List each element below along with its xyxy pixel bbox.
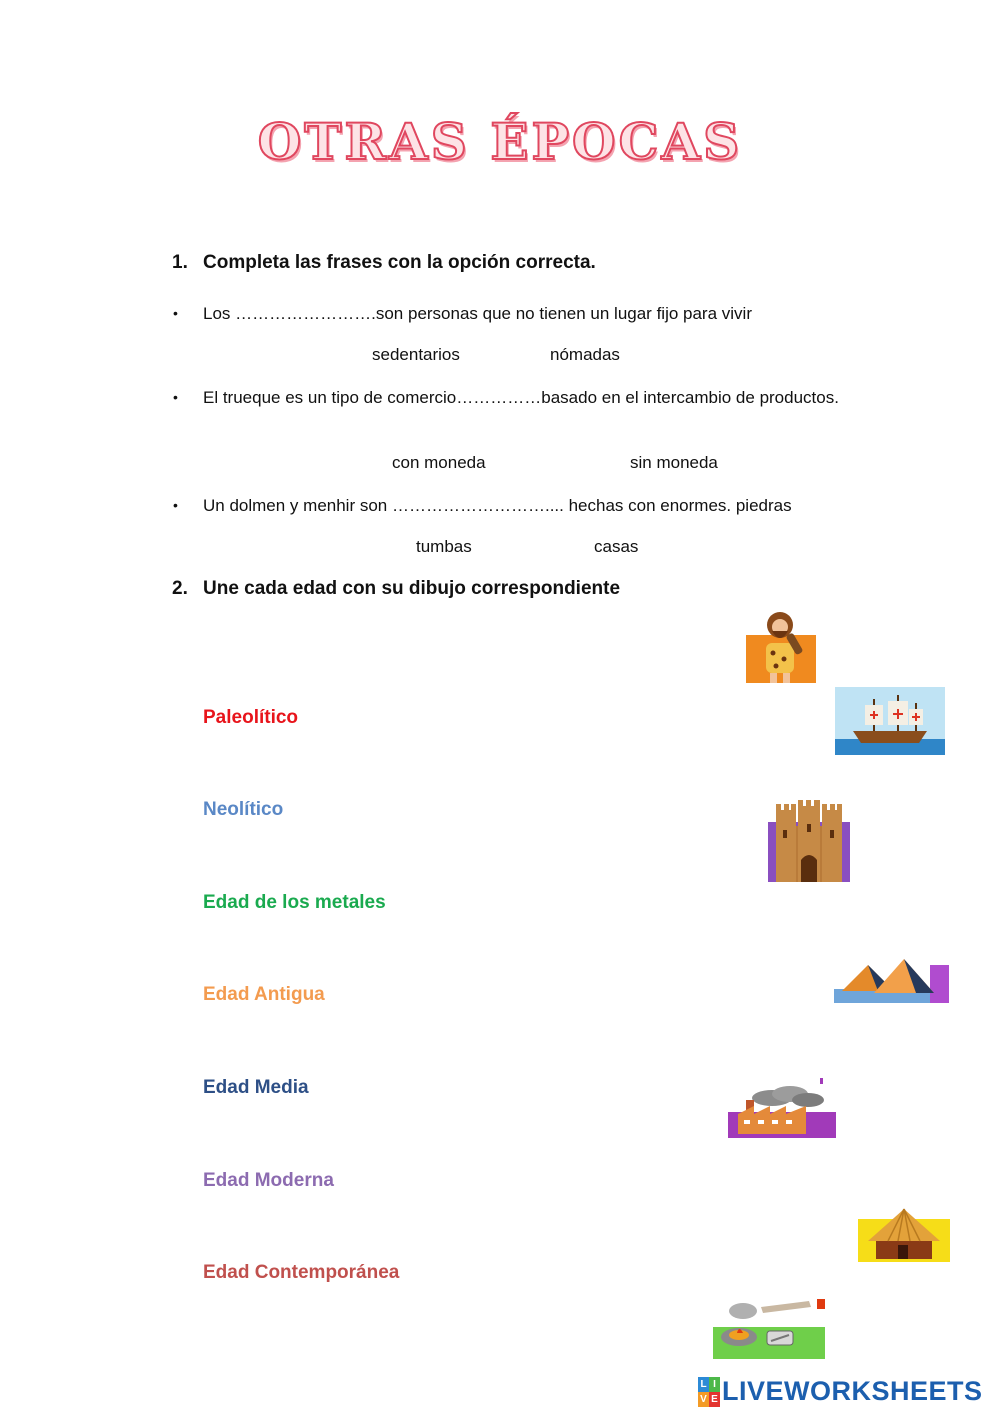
option-tumbas[interactable]: tumbas — [416, 537, 472, 556]
badge-letter-i: I — [709, 1377, 720, 1392]
metalwork-picture[interactable] — [713, 1297, 825, 1359]
caveman-picture[interactable] — [746, 603, 816, 683]
era-paleolitico[interactable]: Paleolítico — [203, 707, 299, 728]
era-edad-antigua[interactable]: Edad Antigua — [203, 984, 325, 1005]
page-title: OTRAS ÉPOCAS — [257, 112, 743, 171]
bullet-3: • — [173, 497, 178, 513]
option-con-moneda[interactable]: con moneda — [392, 453, 486, 472]
factory-picture[interactable] — [728, 1076, 836, 1138]
bullet-1: • — [173, 305, 178, 321]
question-1-number: 1. — [172, 252, 188, 273]
liveworksheets-logo[interactable]: LIVEWORKSHEETS — [722, 1376, 983, 1406]
bullet-2: • — [173, 389, 178, 405]
sentence-1: Los …………………….son personas que no tienen un lugar fijo para vivir — [203, 304, 752, 323]
sailing-ship-picture[interactable] — [835, 687, 945, 755]
question-2-number: 2. — [172, 578, 188, 599]
era-edad-de-los-metales[interactable]: Edad de los metales — [203, 892, 386, 913]
era-neolitico[interactable]: Neolítico — [203, 799, 284, 820]
liveworksheets-badge-icon — [698, 1377, 720, 1407]
badge-letter-v: V — [698, 1392, 709, 1407]
sentence-2: El trueque es un tipo de comercio……………basado en el intercambio de productos. — [203, 388, 839, 407]
badge-letter-l: L — [698, 1377, 709, 1392]
option-sin-moneda[interactable]: sin moneda — [630, 453, 718, 472]
option-casas[interactable]: casas — [594, 537, 639, 556]
option-sedentarios[interactable]: sedentarios — [372, 345, 460, 364]
castle-picture[interactable] — [768, 800, 850, 882]
question-1-heading: Completa las frases con la opción correcta. — [203, 252, 596, 273]
sentence-3: Un dolmen y menhir son ……………………….... hechas con enormes. piedras — [203, 496, 792, 515]
option-nomadas[interactable]: nómadas — [550, 345, 620, 364]
era-edad-media[interactable]: Edad Media — [203, 1077, 309, 1098]
badge-letter-e: E — [709, 1392, 720, 1407]
era-edad-moderna[interactable]: Edad Moderna — [203, 1170, 334, 1191]
pyramids-picture[interactable] — [834, 955, 949, 1003]
era-edad-contemporanea[interactable]: Edad Contemporánea — [203, 1262, 400, 1283]
question-2-heading: Une cada edad con su dibujo correspondiente — [203, 578, 621, 599]
round-hut-picture[interactable] — [858, 1207, 950, 1262]
